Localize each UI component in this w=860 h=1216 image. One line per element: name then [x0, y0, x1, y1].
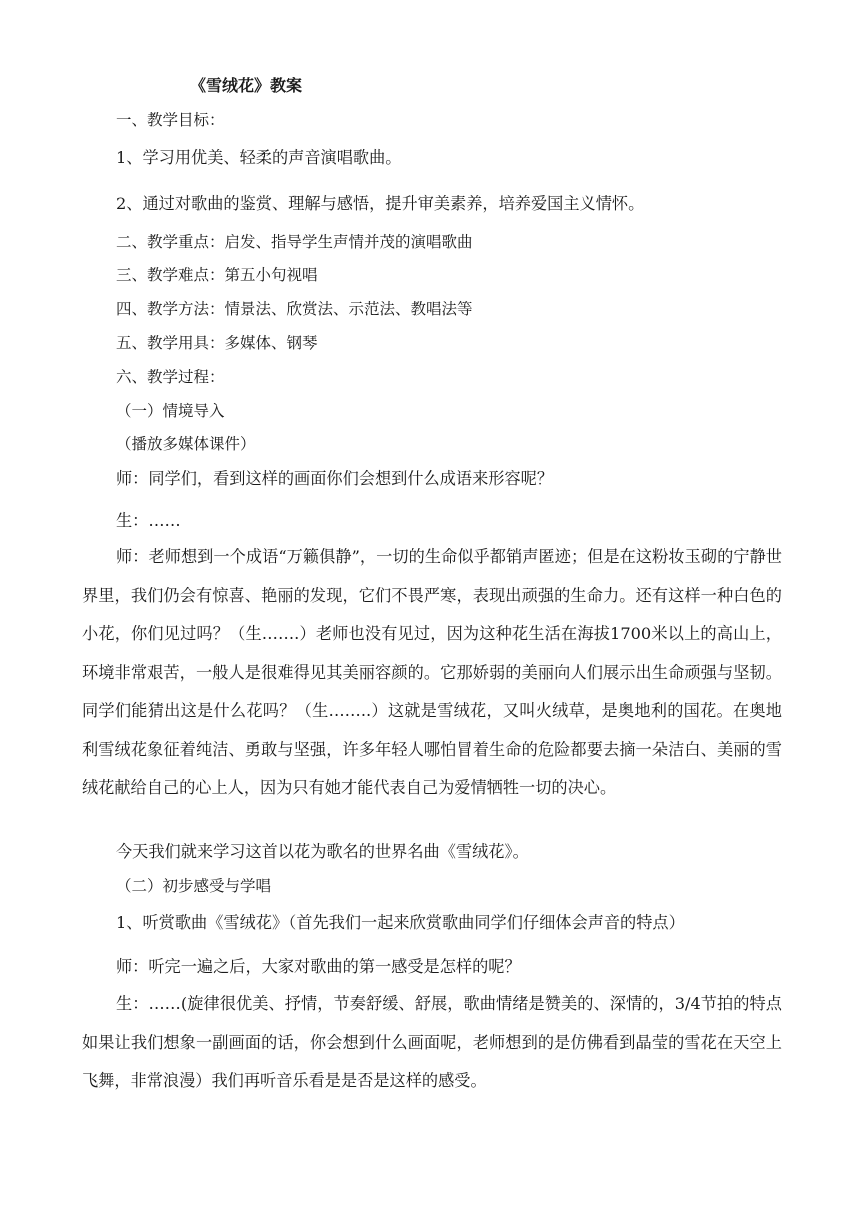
media-note: （播放多媒体课件）: [116, 435, 256, 453]
student-answer-1: 生：……: [116, 511, 181, 530]
subsection-learning: （二）初步感受与学唱: [116, 877, 272, 895]
section-methods: 四、教学方法：情景法、欣赏法、示范法、教唱法等: [116, 300, 473, 318]
objective-2: 2、通过对歌曲的鉴赏、理解与感悟，提升审美素养，培养爱国主义情怀。: [116, 194, 645, 213]
student-answer-paragraph: 生：……(旋律很优美、抒情，节奏舒缓、舒展，歌曲情绪是赞美的、深情的，3/4节拍的特点如果让我们想象一副画面的话，你会想到什么画面呢，老师想到的是仿佛看到晶莹的雪花在天空上飞舞，非常浪漫）我们再听音乐看是是否是这样的感受。: [82, 994, 782, 1090]
section-tools: 五、教学用具：多媒体、钢琴: [116, 334, 318, 352]
teacher-introduction-paragraph: 师：老师想到一个成语“万籁俱静”，一切的生命似乎都销声匿迹；但是在这粉妆玉砌的宁静世界里，我们仍会有惊喜、艳丽的发现，它们不畏严寒，表现出顽强的生命力。还有这样一种白色的小花，你们见过吗？（生…….）老师也没有见过，因为这种花生活在海拔1700米以上的高山上，环境非常艰苦，一般人是很难得见其美丽容颜的。它那娇弱的美丽向人们展示出生命顽强与坚韧。同学们能猜出这是什么花吗？（生……..）这就是雪绒花，又叫火绒草，是奥地利的国花。在奥地利雪绒花象征着纯洁、勇敢与坚强，许多年轻人哪怕冒着生命的危险都要去摘一朵洁白、美丽的雪绒花献给自己的心上人，因为只有她才能代表自己为爱情牺牲一切的决心。: [82, 547, 782, 797]
section-objectives-heading: 一、教学目标：: [116, 111, 225, 129]
listening-step-1: 1、听赏歌曲《雪绒花》（首先我们一起来欣赏歌曲同学们仔细体会声音的特点）: [116, 913, 685, 932]
teacher-question-1: 师：同学们，看到这样的画面你们会想到什么成语来形容呢？: [116, 469, 554, 488]
document-title: 《雪绒花》教案: [190, 76, 303, 95]
lesson-topic-line: 今天我们就来学习这首以花为歌名的世界名曲《雪绒花》。: [116, 842, 529, 861]
section-difficulty: 三、教学难点：第五小句视唱: [116, 266, 318, 284]
section-process-heading: 六、教学过程：: [116, 368, 225, 386]
teacher-question-2: 师：听完一遍之后，大家对歌曲的第一感受是怎样的呢？: [116, 957, 521, 976]
objective-1: 1、学习用优美、轻柔的声音演唱歌曲。: [116, 148, 402, 167]
section-focus: 二、教学重点：启发、指导学生声情并茂的演唱歌曲: [116, 233, 473, 251]
subsection-introduction: （一）情境导入: [116, 402, 225, 420]
